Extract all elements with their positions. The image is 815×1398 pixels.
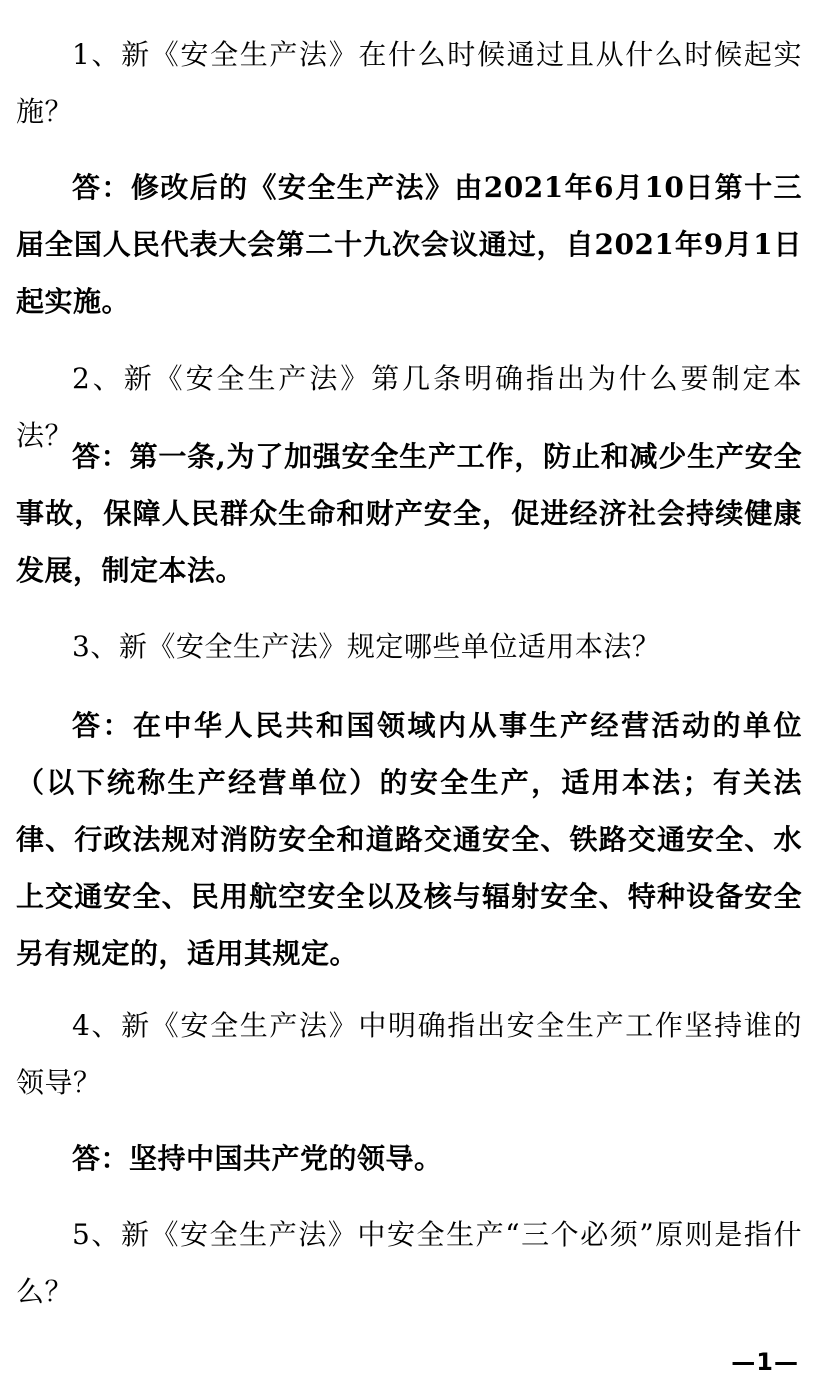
question-3: 3、新《安全生产法》规定哪些单位适用本法？ <box>72 630 661 663</box>
answer-4: 答：坚持中国共产党的领导。 <box>72 1142 443 1175</box>
question-1: 1、新《安全生产法》在什么时候通过且从什么时候起实施？ <box>16 38 802 128</box>
question-5: 5、新《安全生产法》中安全生产“三个必须”原则是指什么？ <box>16 1218 802 1308</box>
answer-1: 答：修改后的《安全生产法》由2021年6月10日第十三届全国人民代表大会第二十九次会议通过，自2021年9月1日起实施。 <box>16 171 802 318</box>
answer-2: 答：第一条,为了加强安全生产工作，防止和减少生产安全事故，保障人民群众生命和财产安全，促进经济社会持续健康发展，制定本法。 <box>16 440 802 587</box>
question-4: 4、新《安全生产法》中明确指出安全生产工作坚持谁的领导？ <box>16 1009 802 1099</box>
question-2: 2、新《安全生产法》第几条明确指出为什么要制定本法？ <box>16 362 802 452</box>
answer-3: 答：在中华人民共和国领域内从事生产经营活动的单位（以下统称生产经营单位）的安全生产，适用本法；有关法律、行政法规对消防安全和道路交通安全、铁路交通安全、水上交通安全、民用航空安全以及核与辐射安全、特种设备安全另有规定的，适用其规定。 <box>16 709 802 970</box>
page-number: —1— <box>731 1348 799 1376</box>
